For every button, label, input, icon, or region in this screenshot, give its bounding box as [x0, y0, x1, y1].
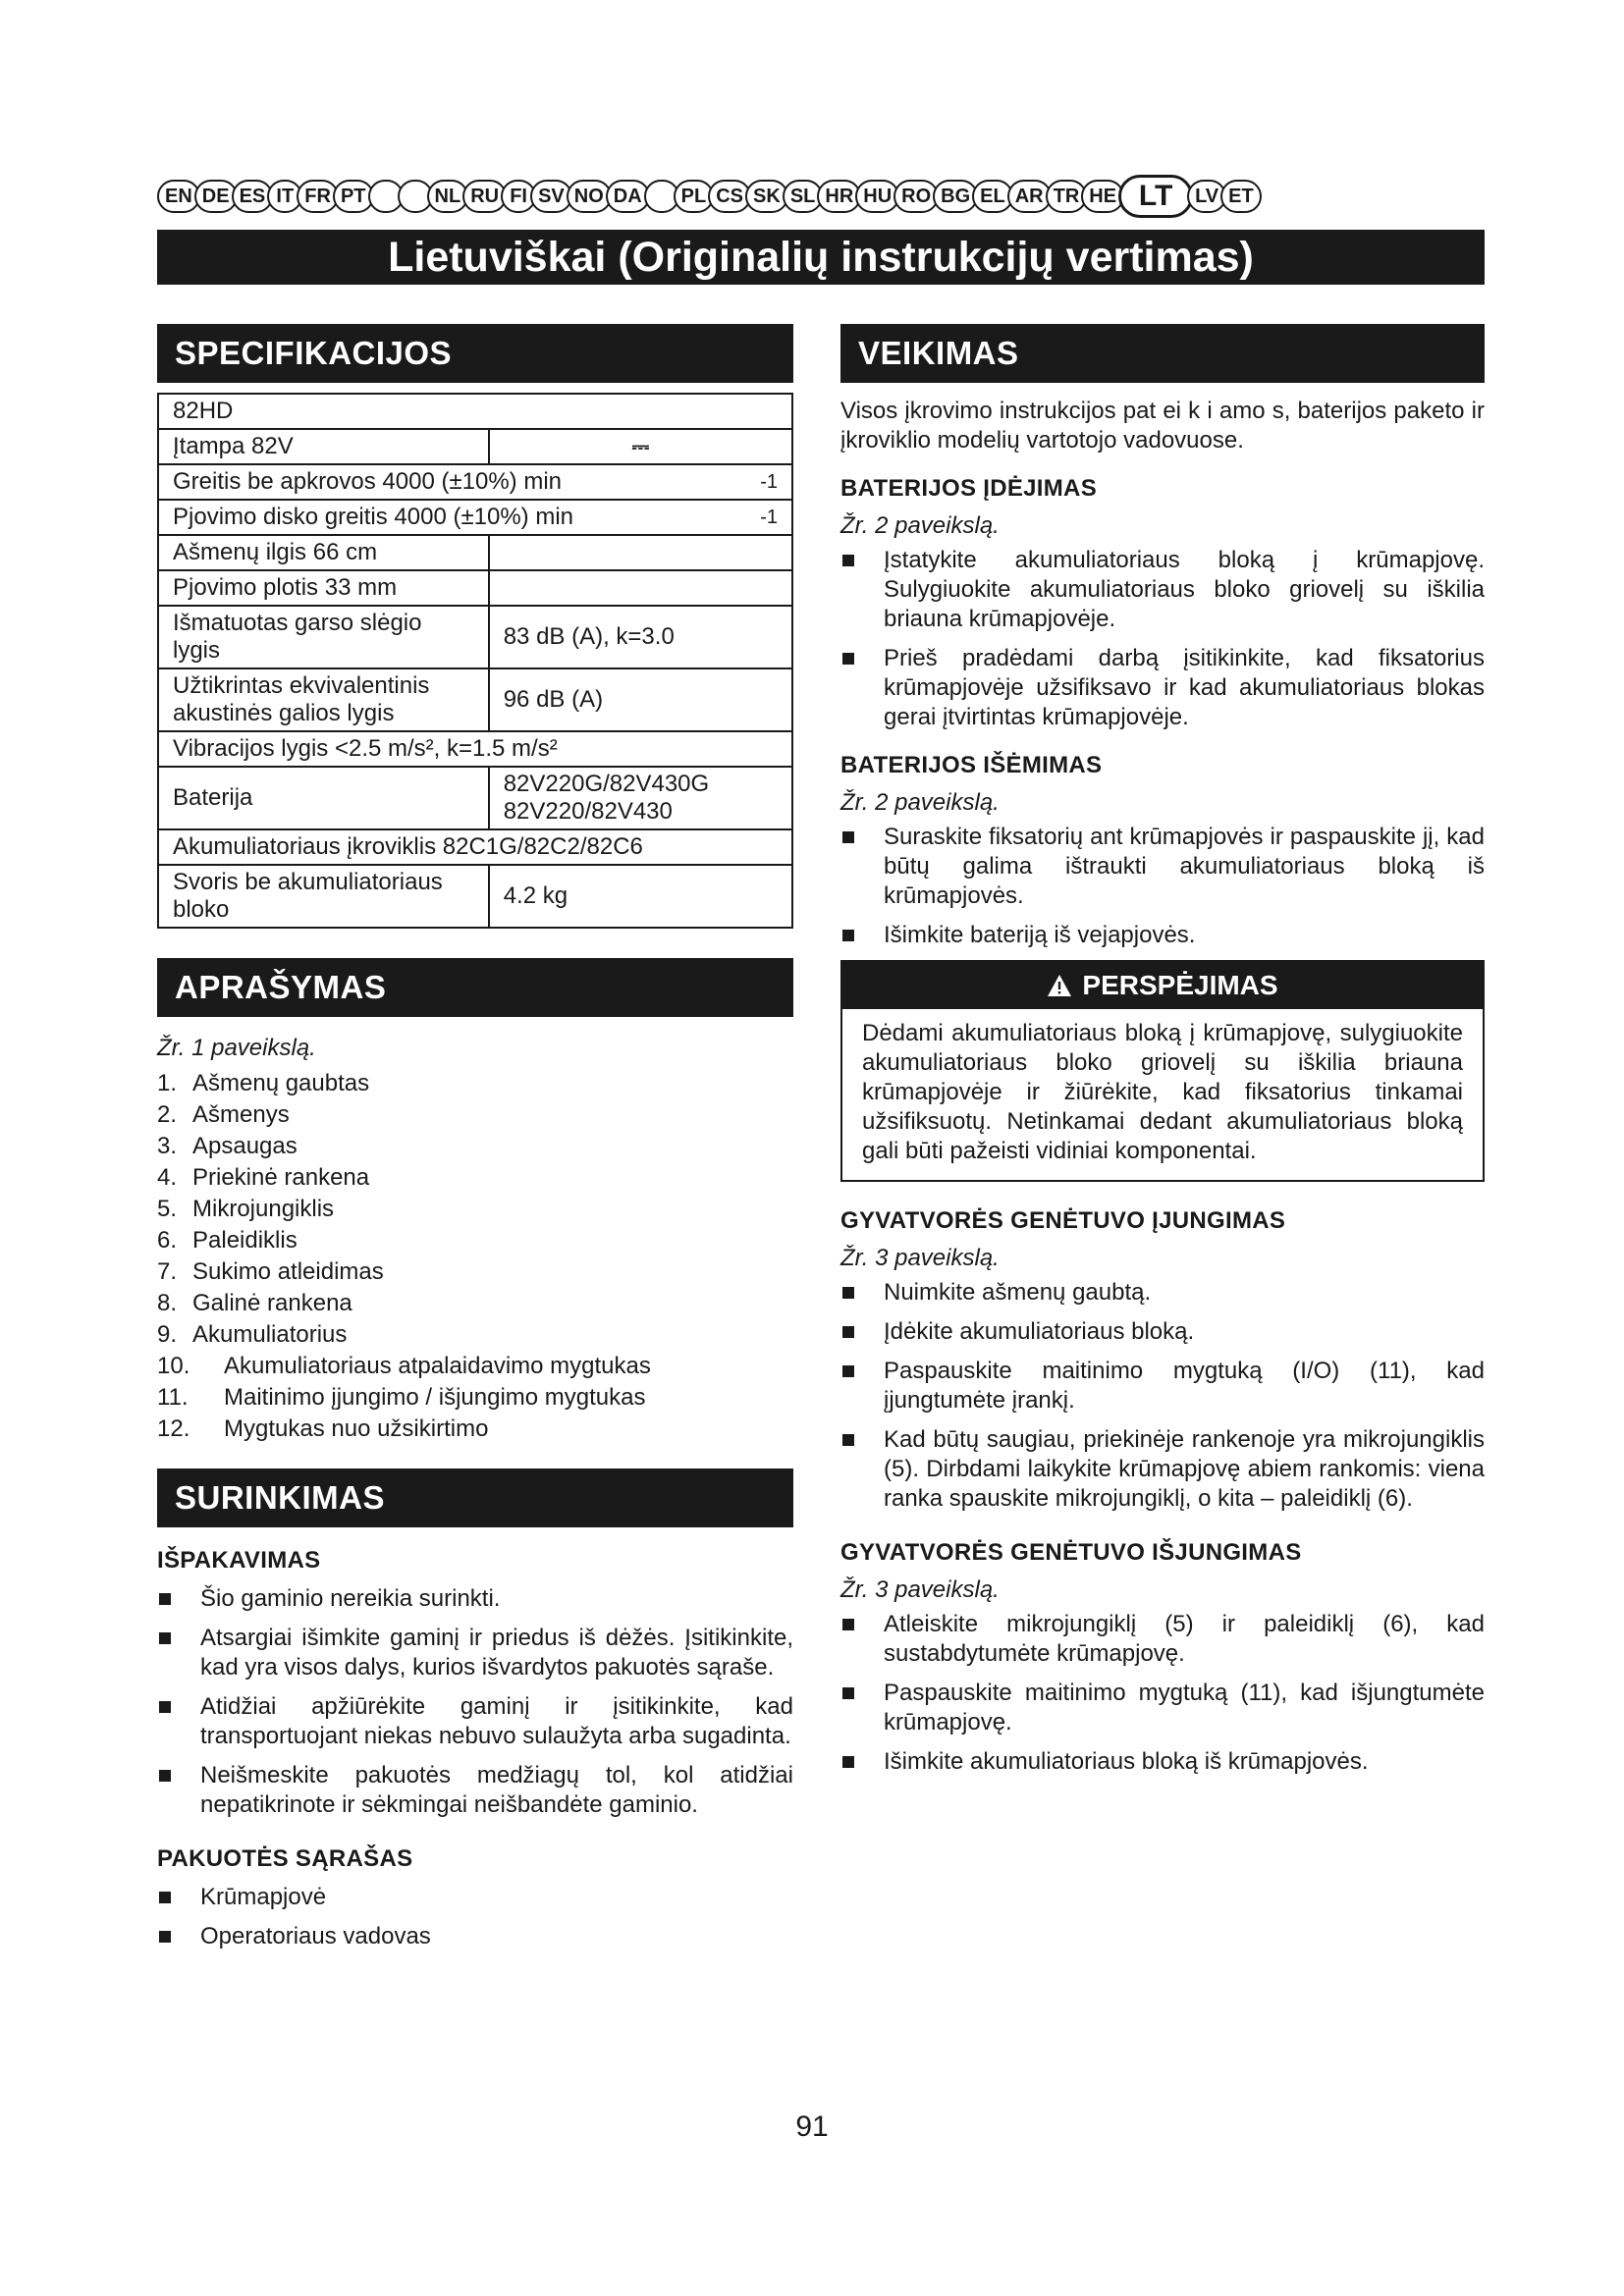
bullet-square-icon — [159, 1770, 171, 1782]
table-row — [158, 394, 792, 429]
figure-reference: Žr. 1 paveikslą. — [157, 1035, 316, 1061]
page-number: 91 — [795, 2110, 829, 2143]
language-badge: IT — [267, 180, 302, 213]
spec-key: Svoris be akumuliatoriaus bloko — [158, 865, 489, 928]
bullet-square-icon — [842, 1687, 854, 1699]
list-text: Krūmapjovė — [200, 1884, 327, 1910]
list-text: Paleidiklis — [192, 1227, 298, 1254]
table-row — [158, 500, 792, 535]
list-item — [840, 1679, 1485, 1737]
language-strip — [157, 175, 1485, 218]
figure-reference: Žr. 2 paveikslą. — [840, 789, 1000, 816]
operation-heading: VEIKIMAS — [840, 324, 1485, 383]
spec-key: Įtampa 82V — [158, 429, 489, 464]
list-item — [157, 1584, 793, 1614]
list-item — [157, 1068, 793, 1099]
list-item — [840, 1747, 1485, 1777]
language-badge: LT — [1118, 175, 1193, 218]
list-text: Sukimo atleidimas — [192, 1258, 384, 1285]
spec-key: Baterija — [158, 767, 489, 829]
spec-key: Akumuliatoriaus įkroviklis 82C1G/82C2/82C6 — [158, 829, 792, 865]
list-text: Įdėkite akumuliatoriaus bloką. — [884, 1318, 1195, 1345]
list-text: Įstatykite akumuliatoriaus bloką į krūmapjovę. Sulygiuokite akumuliatoriaus bloko griovelį su iškilia briauna krūmapjovėje. — [884, 547, 1485, 632]
list-item — [840, 1425, 1485, 1514]
list-text: Kad būtų saugiau, priekinėje rankenoje yra mikrojungiklis (5). Dirbdami laikykite krūmapjovę abiem rankomis: viena ranka spauskite mikrojungiklį, o kita – paleidiklį (6). — [884, 1426, 1485, 1512]
list-item — [157, 1288, 793, 1319]
language-badge: SK — [745, 180, 788, 213]
unpacking-list — [157, 1584, 793, 1820]
switch-on-heading: GYVATVORĖS GENĖTUVO ĮJUNGIMAS — [840, 1207, 1286, 1234]
spec-key: Greitis be apkrovos 4000 (±10%) min — [173, 468, 563, 495]
spec-value: 82V220G/82V430G 82V220/82V430 — [489, 767, 792, 829]
switch-on-list — [840, 1278, 1485, 1514]
list-text: Akumuliatorius — [192, 1321, 348, 1348]
spec-key: Pjovimo plotis 33 mm — [158, 570, 489, 606]
bullet-square-icon — [842, 653, 854, 665]
list-item — [157, 1624, 793, 1682]
figure-reference: Žr. 3 paveikslą. — [840, 1576, 1000, 1603]
list-text: Akumuliatoriaus atpalaidavimo mygtukas — [224, 1353, 651, 1379]
list-text: Atsargiai išimkite gaminį ir priedus iš dėžės. Įsitikinkite, kad yra visos dalys, kurios išvardytos pakuotės sąraše. — [200, 1625, 793, 1681]
list-item — [840, 1317, 1485, 1347]
list-text: Paspauskite maitinimo mygtuką (11), kad išjungtumėte krūmapjovę. — [884, 1680, 1485, 1735]
bullet-square-icon — [159, 1701, 171, 1713]
list-text: Atleiskite mikrojungiklį (5) ir paleidiklį (6), kad sustabdytumėte krūmapjovę. — [884, 1611, 1485, 1667]
list-number: 5. — [157, 1196, 178, 1222]
bullet-square-icon — [842, 1756, 854, 1768]
language-badge: DA — [606, 180, 650, 213]
battery-insert-heading: BATERIJOS ĮDĖJIMAS — [840, 475, 1097, 502]
bullet-square-icon — [159, 1632, 171, 1644]
table-row — [158, 767, 792, 829]
list-item — [157, 1922, 793, 1951]
list-number: 2. — [157, 1101, 178, 1128]
spec-value: 4.2 kg — [489, 865, 792, 928]
list-text: Neišmeskite pakuotės medžiagų tol, kol atidžiai nepatikrinote ir sėkmingai neišbandėte gaminio. — [200, 1762, 793, 1818]
list-text: Išimkite bateriją iš vejapjovės. — [884, 922, 1196, 948]
list-item — [157, 1761, 793, 1820]
list-item — [157, 1162, 793, 1194]
list-item — [157, 1256, 793, 1288]
language-badge: ES — [232, 180, 274, 213]
list-text: Prieš pradėdami darbą įsitikinkite, kad fiksatorius krūmapjovėje užsifiksavo ir kad akumuliatoriaus blokas gerai įtvirtintas krūmapjovėje. — [884, 645, 1485, 730]
warning-text: Dėdami akumuliatoriaus bloką į krūmapjovę, sulygiuokite akumuliatoriaus bloko griovelį su iškilia briauna krūmapjovėje ir žiūrėkite, kad fiksatorius tinkamai užsifiksuotų. Netinkamai dedant akumuliatoriaus bloką gali būti pažeisti vidiniai komponentai. — [862, 1020, 1463, 1164]
description-heading: APRAŠYMAS — [157, 958, 793, 1017]
bullet-square-icon — [842, 1434, 854, 1446]
specifications-heading: SPECIFIKACIJOS — [157, 324, 793, 383]
list-item — [840, 921, 1485, 950]
warning-triangle-icon — [1047, 974, 1072, 997]
warning-heading: PERSPĖJIMAS — [1082, 970, 1278, 1000]
language-badge: RU — [462, 180, 507, 213]
list-number: 11. — [157, 1384, 189, 1411]
list-text: Šio gaminio nereikia surinkti. — [200, 1585, 501, 1612]
spec-unit-exponent: -1 — [760, 507, 778, 528]
page-title: Lietuviškai (Originalių instrukcijų vertimas) — [157, 230, 1485, 285]
figure-reference: Žr. 3 paveikslą. — [840, 1245, 1000, 1271]
language-badge: HU — [855, 180, 899, 213]
table-row — [158, 429, 792, 464]
warning-box — [840, 960, 1485, 1182]
list-item — [157, 1131, 793, 1162]
spec-key: Užtikrintas ekvivalentinis akustinės galios lygis — [158, 668, 489, 731]
list-text: Nuimkite ašmenų gaubtą. — [884, 1279, 1152, 1306]
list-item — [157, 1319, 793, 1351]
spec-unit-exponent: -1 — [760, 471, 778, 493]
list-item — [840, 546, 1485, 634]
language-badge: SV — [530, 180, 572, 213]
table-row — [158, 570, 792, 606]
language-badge: FR — [297, 180, 339, 213]
package-list-heading: PAKUOTĖS SĄRAŠAS — [157, 1845, 413, 1872]
list-number: 4. — [157, 1164, 178, 1191]
package-list — [157, 1883, 793, 1951]
list-item — [157, 1194, 793, 1225]
spec-value: 83 dB (A), k=3.0 — [489, 606, 792, 668]
language-badge: DE — [194, 180, 238, 213]
language-badge: PT — [333, 180, 374, 213]
language-badge: PL — [674, 180, 715, 213]
list-number: 3. — [157, 1133, 178, 1159]
battery-remove-heading: BATERIJOS IŠĖMIMAS — [840, 752, 1103, 778]
figure-reference: Žr. 2 paveikslą. — [840, 512, 1000, 539]
list-text: Mikrojungiklis — [192, 1196, 335, 1222]
switch-off-heading: GYVATVORĖS GENĖTUVO IŠJUNGIMAS — [840, 1539, 1302, 1566]
bullet-square-icon — [159, 1931, 171, 1943]
language-badge: EN — [157, 180, 200, 213]
bullet-square-icon — [842, 1326, 854, 1338]
spec-key: Ašmenų ilgis 66 cm — [158, 535, 489, 570]
operation-intro: Visos įkrovimo instrukcijos pat ei k i amo s, baterijos paketo ir įkroviklio modelių vartotojo vadovuose. — [840, 398, 1485, 454]
right-column — [840, 324, 1485, 1787]
bullet-square-icon — [842, 831, 854, 843]
language-badge: SL — [783, 180, 824, 213]
language-badge: RO — [893, 180, 939, 213]
spec-value — [489, 535, 792, 570]
battery-insert-list — [840, 546, 1485, 732]
unpacking-heading: IŠPAKAVIMAS — [157, 1547, 321, 1574]
spec-value: 96 dB (A) — [489, 668, 792, 731]
left-column — [157, 324, 793, 1961]
table-row — [158, 606, 792, 668]
list-item — [157, 1351, 793, 1382]
parts-list — [157, 1068, 793, 1445]
list-item — [157, 1692, 793, 1751]
list-number: 9. — [157, 1321, 178, 1348]
list-number: 7. — [157, 1258, 178, 1285]
list-text: Galinė rankena — [192, 1290, 352, 1316]
list-text: Maitinimo įjungimo / išjungimo mygtukas — [224, 1384, 646, 1411]
spec-key: Pjovimo disko greitis 4000 (±10%) min — [173, 504, 573, 530]
bullet-square-icon — [842, 930, 854, 941]
list-text: Ašmenys — [192, 1101, 290, 1128]
language-badge: CS — [708, 180, 751, 213]
list-text: Ašmenų gaubtas — [192, 1070, 370, 1096]
bullet-square-icon — [842, 555, 854, 566]
list-number: 8. — [157, 1290, 178, 1316]
language-badge: HE — [1081, 180, 1124, 213]
list-item — [157, 1414, 793, 1445]
specifications-table — [157, 393, 793, 929]
language-badge: TR — [1046, 180, 1088, 213]
language-badge: NL — [427, 180, 469, 213]
spec-key: Išmatuotas garso slėgio lygis — [158, 606, 489, 668]
list-item — [840, 823, 1485, 911]
list-item — [157, 1225, 793, 1256]
list-text: Atidžiai apžiūrėkite gaminį ir įsitikinkite, kad transportuojant niekas nebuvo sulaužyta arba sugadinta. — [200, 1693, 793, 1749]
list-text: Išimkite akumuliatoriaus bloką iš krūmapjovės. — [884, 1748, 1369, 1775]
list-number: 10. — [157, 1353, 190, 1379]
list-item — [840, 1278, 1485, 1308]
language-badge: AR — [1007, 180, 1052, 213]
list-item — [840, 1610, 1485, 1669]
list-item — [840, 644, 1485, 732]
list-number: 12. — [157, 1415, 190, 1442]
dc-symbol-icon: ⎓ — [631, 434, 650, 458]
language-badge: LV — [1187, 180, 1226, 213]
spec-key: Vibracijos lygis <2.5 m/s², k=1.5 m/s² — [158, 731, 792, 767]
bullet-square-icon — [159, 1892, 171, 1903]
language-badge: NO — [567, 180, 612, 213]
list-text: Mygtukas nuo užsikirtimo — [224, 1415, 489, 1442]
language-badge: EL — [972, 180, 1013, 213]
list-item — [157, 1883, 793, 1912]
list-text: Suraskite fiksatorių ant krūmapjovės ir paspauskite jį, kad būtų galima ištraukti akumuliatoriaus bloką iš krūmapjovės. — [884, 824, 1485, 909]
list-number: 1. — [157, 1070, 178, 1096]
table-row — [158, 829, 792, 865]
spec-value — [489, 570, 792, 606]
language-badge: BG — [933, 180, 978, 213]
list-text: Paspauskite maitinimo mygtuką (I/O) (11), kad įjungtumėte įrankį. — [884, 1358, 1485, 1414]
spec-model: 82HD — [158, 394, 792, 429]
language-badge: FI — [501, 180, 536, 213]
language-badge: HR — [817, 180, 861, 213]
table-row — [158, 535, 792, 570]
switch-off-list — [840, 1610, 1485, 1777]
bullet-square-icon — [842, 1619, 854, 1630]
table-row — [158, 865, 792, 928]
assembly-heading: SURINKIMAS — [157, 1468, 793, 1527]
list-text: Apsaugas — [192, 1133, 298, 1159]
bullet-square-icon — [842, 1365, 854, 1377]
list-item — [840, 1357, 1485, 1415]
list-text: Priekinė rankena — [192, 1164, 370, 1191]
language-badge: ET — [1220, 180, 1262, 213]
table-row — [158, 668, 792, 731]
list-text: Operatoriaus vadovas — [200, 1923, 431, 1949]
battery-remove-list — [840, 823, 1485, 950]
bullet-square-icon — [159, 1593, 171, 1605]
list-item — [157, 1382, 793, 1414]
list-number: 6. — [157, 1227, 178, 1254]
bullet-square-icon — [842, 1287, 854, 1299]
list-item — [157, 1099, 793, 1131]
table-row — [158, 464, 792, 500]
table-row — [158, 731, 792, 767]
